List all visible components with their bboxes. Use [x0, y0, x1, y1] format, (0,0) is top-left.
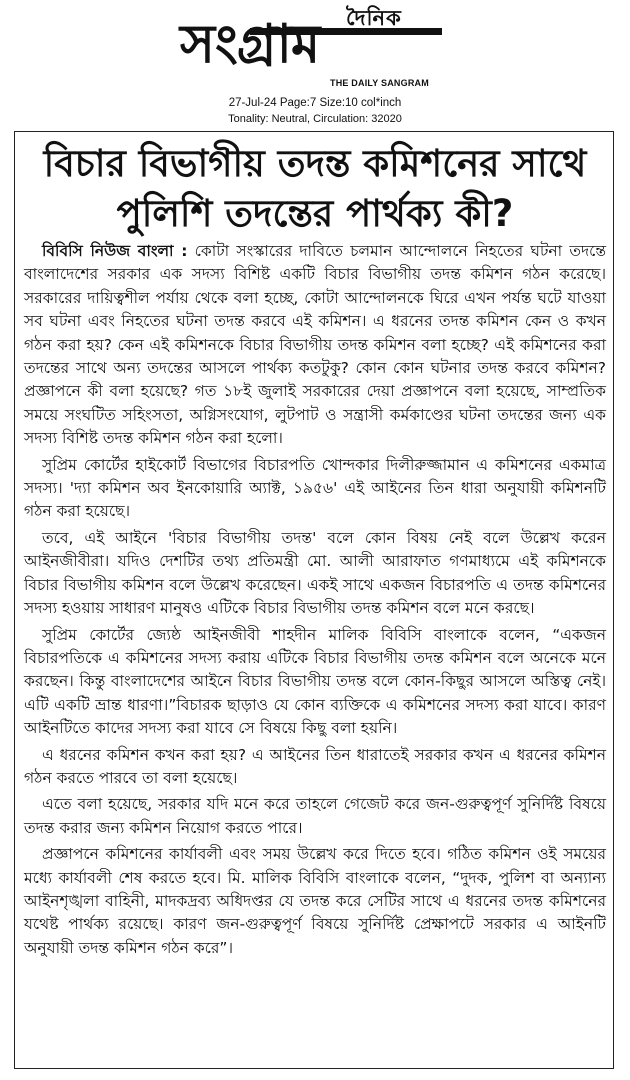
clip-info: 27-Jul-24 Page:7 Size:10 col*inch [228, 97, 402, 109]
headline-line-1: বিচার বিভাগীয় তদন্ত কমিশনের সাথে [43, 142, 587, 185]
clip-meta: Tonality: Neutral, Circulation: 32020 [228, 113, 402, 125]
logo-small-text: দৈনিক [346, 6, 402, 30]
paragraph: প্রজ্ঞাপনে কমিশনের কার্যাবলী এবং সময় উল্লেখ করে দিতে হবে। গঠিত কমিশন ওই সময়ের মধ্যে কার্যাবলী শেষ করতে হবে। মি. মালিক বিবিসি বাংলাকে বলেন, “দুদক, পুলিশ বা অন্যান্য আইনশৃঙ্খলা বাহিনী, মাদকদ্রব্য অধিদপ্তর যে তদন্ত করে সেটির সাথে এ ধরনের তদন্ত কমিশনের যথেষ্ট পার্থক্য রয়েছে। কারণ জন-গুরুত্বপূর্ণ বিষয়ে সুনির্দিষ্ট প্রেক্ষাপটে সরকার এ আইনটি অনুযায়ী তদন্ত কমিশন গঠন করে”। [24, 845, 606, 957]
paragraph [24, 240, 606, 451]
masthead [0, 0, 630, 130]
paragraph: এতে বলা হয়েছে, সরকার যদি মনে করে তাহলে গেজেট করে জন-গুরুত্বপূর্ণ সুনির্দিষ্ট বিষয়ে তদন্ত করার জন্য কমিশন নিয়োগ করতে পারে। [24, 795, 606, 837]
byline: বিবিসি নিউজ বাংলা : [42, 242, 188, 260]
newspaper-logo: সংগ্রাম [180, 14, 320, 75]
logo-english-text: THE DAILY SANGRAM [330, 78, 429, 88]
paragraph: সুপ্রিম কোর্টের জ্যেষ্ঠ আইনজীবী শাহদীন মালিক বিবিসি বাংলাকে বলেন, “একজন বিচারপতিকে এ কমিশনের সদস্য করায় এটিকে বিচার বিভাগীয় তদন্ত কমিশন বলে অনেকে মনে করছেন। কিন্তু বাংলাদেশের আইনে বিচার বিভাগীয় তদন্ত বলে কোন-কিছুর আসলে অস্তিত্ব নেই। এটি একটি ভ্রান্ত ধারণা।”বিচারক ছাড়াও যে কোন ব্যক্তিকে এ কমিশনের সদস্য করা যাবে। কারণ আইনটিতে কাদের সদস্য করা যাবে সে বিষয়ে কিছু বলা হয়নি। [24, 625, 606, 738]
paragraph: এ ধরনের কমিশন কখন করা হয়? এ আইনের তিন ধারাতেই সরকার কখন এ ধরনের কমিশন গঠন করতে পারবে তা বলা হয়েছে। [24, 745, 606, 787]
headline-line-2: পুলিশি তদন্তের পার্থক্য কী? [116, 192, 514, 235]
article-body [24, 240, 606, 963]
paragraph: সুপ্রিম কোর্টের হাইকোর্ট বিভাগের বিচারপতি খোন্দকার দিলীরুজ্জামান এ কমিশনের একমাত্র সদস্য। 'দ্যা কমিশন অব ইনকোয়ারি অ্যাক্ট, ১৯৫৬' এই আইনের তিন ধারা অনুযায়ী কমিশনটি গঠন করা হয়েছে। [24, 455, 606, 521]
paragraph-text: কোটা সংস্কারের দাবিতে চলমান আন্দোলনে নিহতের ঘটনা তদন্তে বাংলাদেশের সরকার এক সদস্য বিশিষ্ট একটি বিচার বিভাগীয় তদন্ত কমিশন গঠন করেছে। সরকারের দায়িত্বশীল পর্যায় থেকে বলা হচ্ছে, কোটা আন্দোলনকে ঘিরে এখন পর্যন্ত ঘটে যাওয়া সব ঘটনা এবং নিহতের ঘটনা তদন্ত করবে এই কমিশন। এ ধরনের তদন্ত কমিশন কেন ও কখন গঠন করা হয়? কেন এই কমিশনকে বিচার বিভাগীয় তদন্ত কমিশন বলা হচ্ছে? এই কমিশনের করা তদন্তের সাথে অন্য তদন্তের আসলে পার্থক্য কতটুকু? কোন কোন ঘটনার তদন্ত করবে কমিশন? প্রজ্ঞাপনে কী বলা হয়েছে? গত ১৮ই জুলাই সরকারের দেয়া প্রজ্ঞাপনে বলা হয়েছে, সাম্প্রতিক সময়ে সংঘটিত সহিংসতা, অগ্নিসংযোগ, লুটপাট ও সন্ত্রাসী কর্মকাণ্ডের ঘটনা তদন্তের জন্য এক সদস্য বিশিষ্ট তদন্ত কমিশন গঠন করা হলো। [24, 242, 607, 448]
paragraph: তবে, এই আইনে 'বিচার বিভাগীয় তদন্ত' বলে কোন বিষয় নেই বলে উল্লেখ করেন আইনজীবীরা। যদিও দেশটির তথ্য প্রতিমন্ত্রী মো. আলী আরাফাত গণমাধ্যমে এই কমিশনকে বিচার বিভাগীয় কমিশন বলে উল্লেখ করেছেন। একই সাথে একজন বিচারপতি এ তদন্ত কমিশনের সদস্য হওয়ায় সাধারণ মানুষও এটিকে বিচার বিভাগীয় তদন্ত কমিশন বলে মনে করছে। [24, 528, 606, 618]
article-headline [0, 139, 630, 239]
